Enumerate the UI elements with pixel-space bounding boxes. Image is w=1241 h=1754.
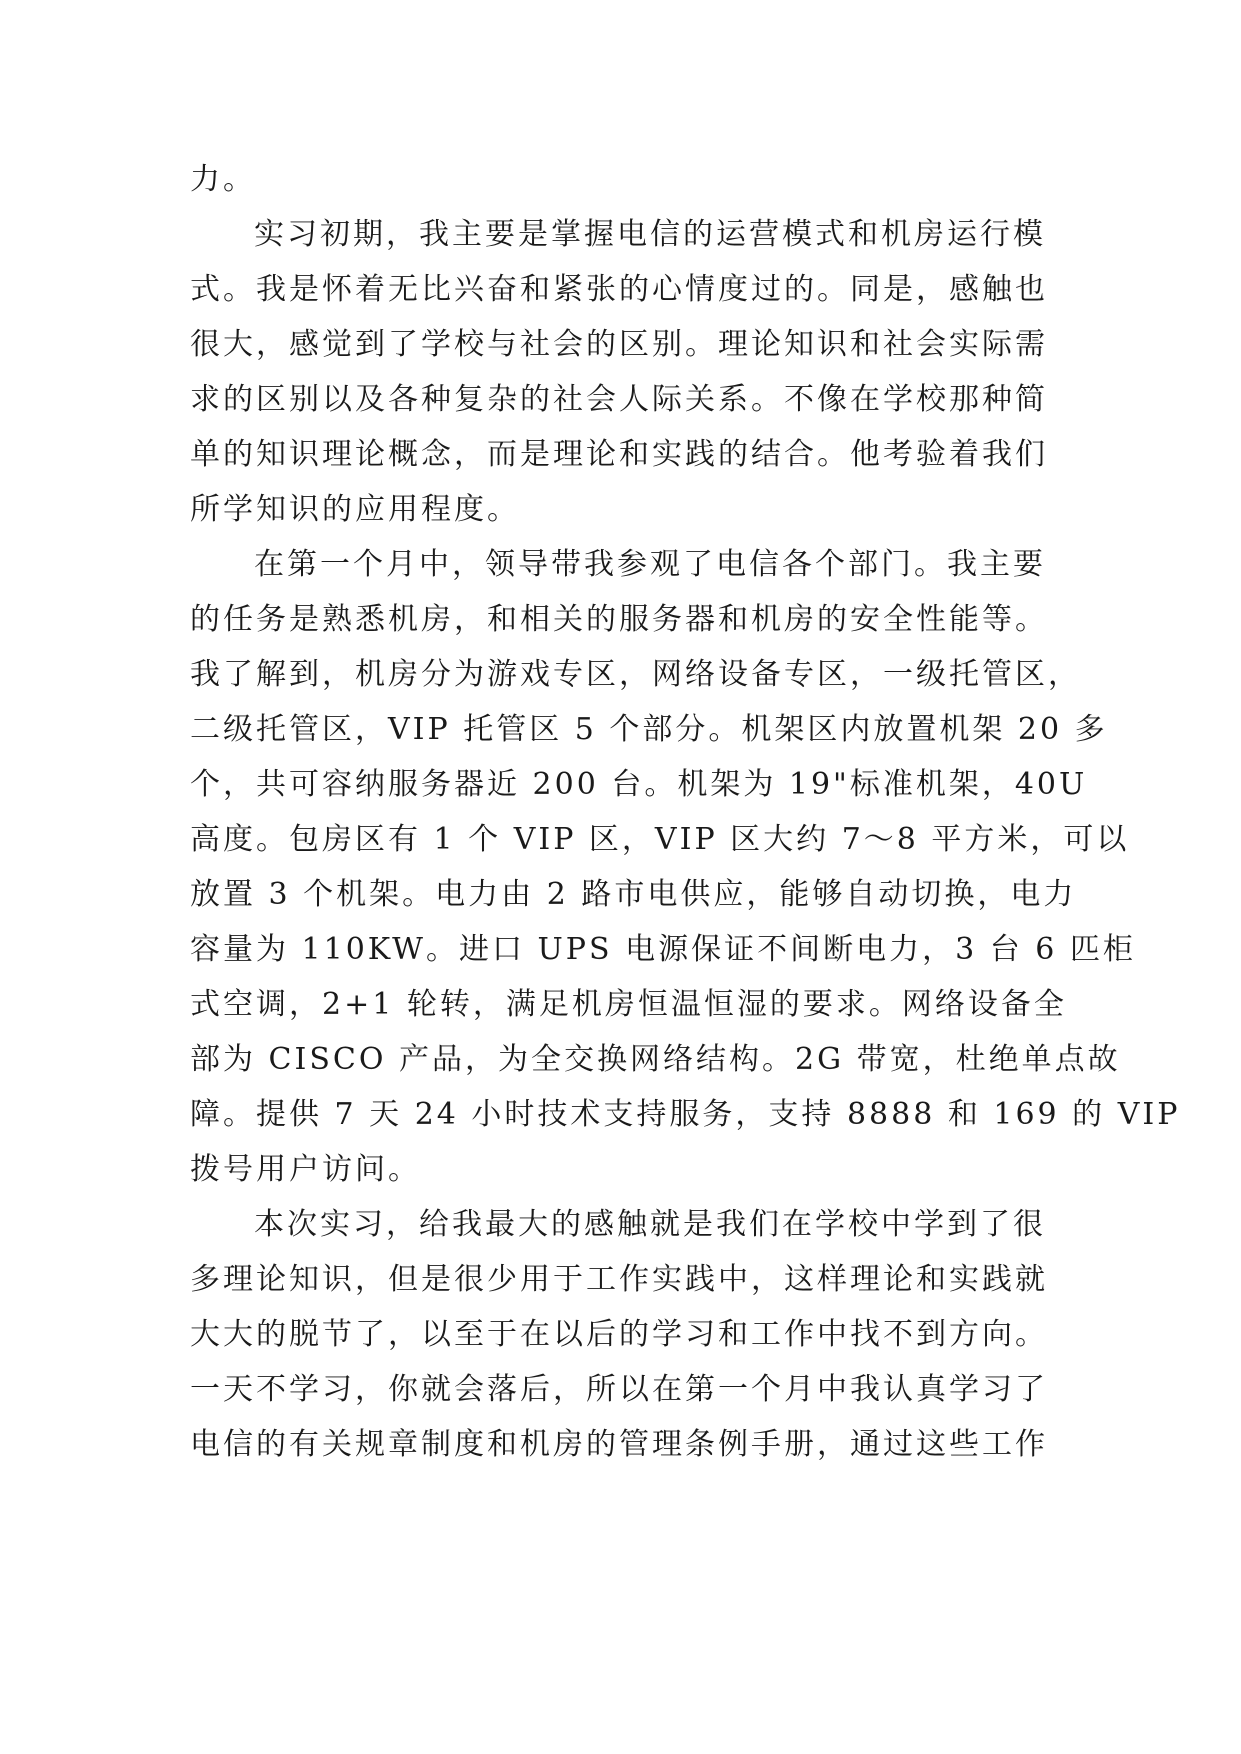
text-line: 电信的有关规章制度和机房的管理条例手册，通过这些工作 — [190, 1427, 1048, 1462]
text-line: 式空调，2+1 轮转，满足机房恒温恒湿的要求。网络设备全 — [190, 987, 1067, 1022]
text-line: 容量为 110KW。进口 UPS 电源保证不间断电力，3 台 6 匹柜 — [190, 932, 1136, 967]
paragraph-start-line: 实习初期，我主要是掌握电信的运营模式和机房运行模 — [254, 217, 1046, 252]
text-line: 一天不学习，你就会落后，所以在第一个月中我认真学习了 — [190, 1372, 1048, 1407]
text-line: 高度。包房区有 1 个 VIP 区，VIP 区大约 7～8 平方米，可以 — [190, 822, 1130, 857]
text-line: 的任务是熟悉机房，和相关的服务器和机房的安全性能等。 — [190, 602, 1048, 637]
text-line: 式。我是怀着无比兴奋和紧张的心情度过的。同是，感触也 — [190, 272, 1048, 307]
text-line: 求的区别以及各种复杂的社会人际关系。不像在学校那种简 — [190, 382, 1048, 417]
text-line: 放置 3 个机架。电力由 2 路市电供应，能够自动切换，电力 — [190, 877, 1077, 912]
paragraph-start-line: 在第一个月中，领导带我参观了电信各个部门。我主要 — [254, 547, 1046, 582]
text-line: 障。提供 7 天 24 小时技术支持服务，支持 8888 和 169 的 VIP — [190, 1097, 1181, 1132]
text-line: 力。 — [190, 162, 256, 197]
text-line: 单的知识理论概念，而是理论和实践的结合。他考验着我们 — [190, 437, 1048, 472]
text-line: 部为 CISCO 产品，为全交换网络结构。2G 带宽，杜绝单点故 — [190, 1042, 1121, 1077]
text-line: 拨号用户访问。 — [190, 1152, 421, 1187]
text-line: 多理论知识，但是很少用于工作实践中，这样理论和实践就 — [190, 1262, 1048, 1297]
text-line: 所学知识的应用程度。 — [190, 492, 520, 527]
text-line: 我了解到，机房分为游戏专区，网络设备专区，一级托管区， — [190, 657, 1081, 692]
text-line: 个，共可容纳服务器近 200 台。机架为 19"标准机架，40U — [190, 767, 1088, 802]
text-line: 二级托管区，VIP 托管区 5 个部分。机架区内放置机架 20 多 — [190, 712, 1108, 747]
paragraph-start-line: 本次实习，给我最大的感触就是我们在学校中学到了很 — [254, 1207, 1046, 1242]
text-line: 很大，感觉到了学校与社会的区别。理论知识和社会实际需 — [190, 327, 1048, 362]
text-line: 大大的脱节了，以至于在以后的学习和工作中找不到方向。 — [190, 1317, 1048, 1352]
